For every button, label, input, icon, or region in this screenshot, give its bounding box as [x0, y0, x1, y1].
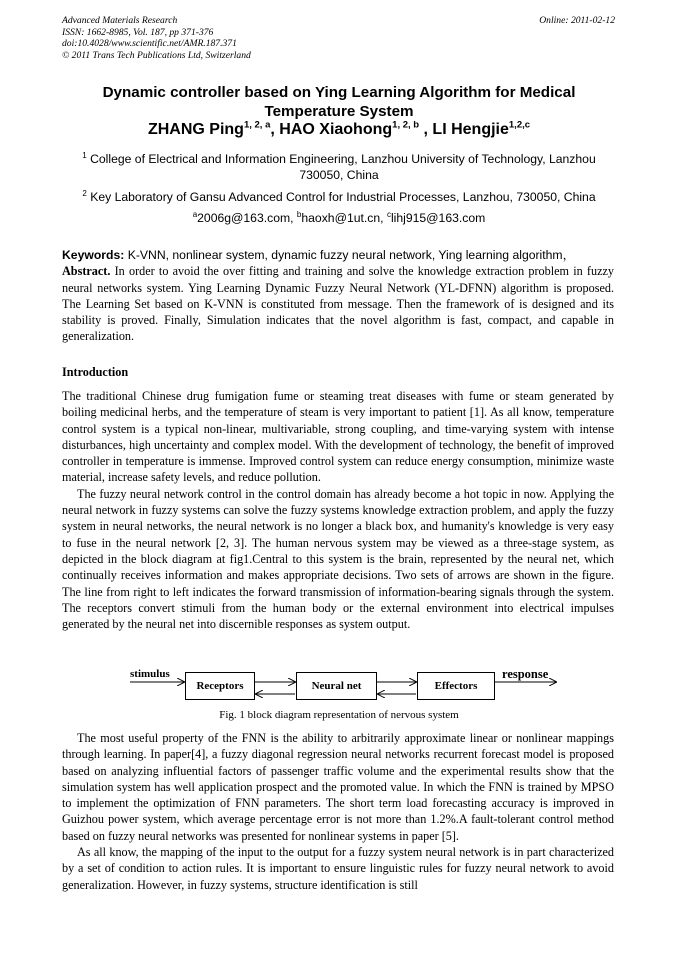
abstract	[62, 263, 614, 344]
online-date: Online: 2011-02-12	[539, 15, 615, 26]
paper-title	[62, 83, 616, 121]
affiliation-2-text: Key Laboratory of Gansu Advanced Control for Industrial Processes, Lanzhou, 730050, China	[90, 190, 596, 204]
email-c-sup: c	[386, 209, 391, 219]
email-c[interactable]: lihj915@163.com	[390, 211, 486, 225]
keywords-abstract-block	[62, 247, 614, 345]
title-line-2: Temperature System	[264, 103, 414, 120]
email-b[interactable]: haoxh@1ut.cn,	[301, 211, 387, 225]
keywords-label: Keywords:	[62, 248, 125, 262]
intro-paragraph-4: As all know, the mapping of the input to the output for a fuzzy system neural network is in part characterized by a set of condition to action rules. It is important to ensure linguistic rules for fuzzy neural network to avoid generalization. However, in fuzzy systems, structure identification is still	[62, 845, 614, 892]
author-3: , LI Hengjie	[419, 121, 509, 138]
response-label: response	[502, 667, 549, 681]
author-1: ZHANG Ping	[147, 121, 244, 138]
affiliation-1	[62, 152, 616, 183]
author-1-sup: 1, 2, a	[243, 119, 271, 131]
email-b-sup: b	[296, 209, 302, 219]
journal-name: Advanced Materials Research	[62, 15, 178, 26]
intro-paragraph-2: The fuzzy neural network control in the control domain has already become a hot topic in now. Applying the neural network in fuzzy systems can solve the fuzzy systems knowledge extraction problem, and apply the fuzzy system in neural networks, the neural network is no longer a black box, and humanity's knowledge is very easy to fuse in the neural network [2, 3]. The human nervous system may be viewed as a three-stage system, as depicted in the block diagram at fig1.Central to this system is the brain, represented by the neural net, which continually receives information and makes appropriate decisions. Two sets of arrows are shown in the figure. The line from right to left indicates the forward transmission of information-bearing signals through the system. The receptors convert stimuli from the human body or the external environment into electrical impulses generated by the neural net into discernible responses as system output.	[62, 486, 614, 632]
running-header	[62, 15, 251, 61]
author-2: , HAO Xiaohong	[270, 121, 393, 138]
effectors-box: Effectors	[417, 672, 495, 700]
abstract-label: Abstract.	[62, 264, 111, 279]
section-heading-introduction: Introduction	[62, 365, 129, 379]
intro-paragraph-1: The traditional Chinese drug fumigation fume or steaming treat diseases with fume or steam generated by boiling medicinal herbs, and the temperature of steam is very important to patient [1]. As all know, temperature control system is a typical non-linear, multivariable, strong coupling, and time-varying system with intense disturbances, high uncertainty and complex model. With the development of technology, the benefit of improved controller in temperature is immense. Improved control system can reduce energy consumption, minimize waste material, increase safety levels, and reduce pollution.	[62, 389, 614, 485]
figure-1-caption: Fig. 1 block diagram representation of nervous system	[219, 709, 459, 721]
figure-1-diagram	[128, 667, 558, 706]
copyright-line: © 2011 Trans Tech Publications Ltd, Switzerland	[62, 49, 251, 61]
keywords	[62, 247, 614, 263]
keywords-text: K-VNN, nonlinear system, dynamic fuzzy neural network, Ying learning algorithm，	[124, 248, 575, 262]
affiliation-1-text: College of Electrical and Information Engineering, Lanzhou University of Technology, Lanzhou 730050, China	[90, 152, 596, 182]
author-line	[62, 121, 616, 139]
issn-line: ISSN: 1662-8985, Vol. 187, pp 371-376	[62, 26, 214, 38]
email-a[interactable]: 2006g@163.com,	[197, 211, 297, 225]
email-line	[62, 211, 616, 227]
intro-block-1	[62, 388, 614, 632]
author-2-sup: 1, 2, b	[392, 119, 420, 131]
abstract-text: In order to avoid the over fitting and training and solve the knowledge extraction problem in fuzzy neural networks system. Ying Learning Dynamic Fuzzy Neural Network (YL-DFNN) algorithm is proposed. The Learning Set based on K-VNN is constituted from message. Then the framework of is designed and its stability is proved. Finally, Simulation indicates that the novel algorithm is fast, compact, and capable in generalization.	[62, 264, 614, 344]
affiliation-1-num: 1	[82, 150, 87, 160]
neural-net-box: Neural net	[296, 672, 377, 700]
author-3-sup: 1,2,c	[508, 119, 531, 131]
intro-block-2	[62, 730, 614, 893]
intro-paragraph-3: The most useful property of the FNN is the ability to arbitrarily approximate linear or nonlinear mappings through learning. In paper[4], a fuzzy diagonal regression neural networks recurrent forecast model is proposed based on analyzing influential factors of passenger traffic volume and the experimental results show that the simulation system has well application prospect and the promoted value. In which the FNN is trained by MPSO to implement the optimization of FNN parameters. The short term load forecasting accuracy is improved in Guizhou power system, which average percentage error is not more than 1.2%.A fault-tolerant control method based on fuzzy neural networks was presented for nonlinear systems in paper [5].	[62, 731, 614, 843]
affiliation-2	[62, 190, 616, 206]
receptors-box: Receptors	[185, 672, 255, 700]
affiliation-2-num: 2	[82, 188, 87, 198]
title-line-1: Dynamic controller based on Ying Learning Algorithm for Medical	[102, 84, 576, 101]
stimulus-label: stimulus	[130, 668, 170, 680]
email-a-sup: a	[192, 209, 198, 219]
doi-link[interactable]: doi:10.4028/www.scientific.net/AMR.187.371	[62, 38, 237, 49]
